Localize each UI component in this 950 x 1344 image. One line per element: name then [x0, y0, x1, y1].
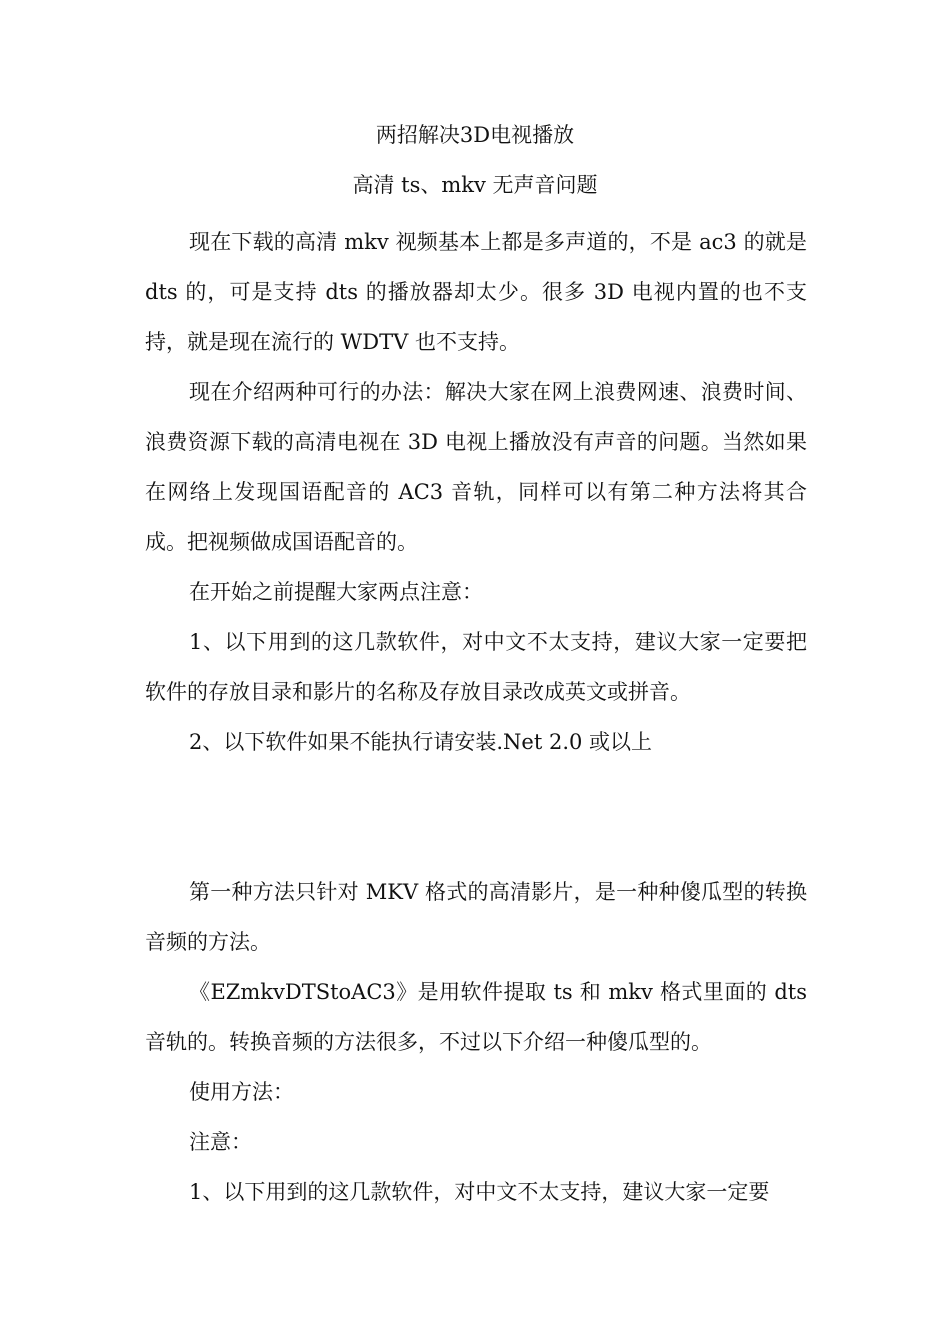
paragraph-attention: 注意： — [189, 1130, 252, 1154]
paragraph-note-2: 2、以下软件如果不能执行请安装.Net 2.0 或以上 — [189, 730, 653, 754]
document-title: 两招解决3D电视播放 — [375, 123, 575, 147]
paragraph-notice: 在开始之前提醒大家两点注意： — [189, 580, 483, 604]
paragraph-note-repeat: 1、以下用到的这几款软件，对中文不太支持，建议大家一定要 — [189, 1180, 770, 1204]
paragraph-note-1: 1、以下用到的这几款软件，对中文不太支持，建议大家一定要把软件的存放目录和影片的名称及存放目录改成英文或拼音。 — [145, 630, 807, 704]
paragraph-method-one: 第一种方法只针对 MKV 格式的高清影片，是一种种傻瓜型的转换音频的方法。 — [145, 880, 807, 954]
paragraph-intro: 现在下载的高清 mkv 视频基本上都是多声道的，不是 ac3 的就是 dts 的，可是支持 dts 的播放器却太少。很多 3D 电视内置的也不支持，就是现在流行的 WDTV 也不支持。 — [145, 230, 807, 354]
document-subtitle: 高清 ts、mkv 无声音问题 — [352, 173, 598, 197]
paragraph-usage: 使用方法： — [189, 1080, 294, 1104]
blank-gap — [145, 767, 807, 867]
document-body — [145, 217, 807, 1217]
paragraph-software: 《EZmkvDTStoAC3》是用软件提取 ts 和 mkv 格式里面的 dts 音轨的。转换音频的方法很多，不过以下介绍一种傻瓜型的。 — [145, 980, 807, 1054]
paragraph-methods: 现在介绍两种可行的办法：解决大家在网上浪费网速、浪费时间、浪费资源下载的高清电视在 3D 电视上播放没有声音的问题。当然如果在网络上发现国语配音的 AC3 音轨，同样可以有第二种方法将其合成。把视频做成国语配音的。 — [145, 380, 807, 554]
